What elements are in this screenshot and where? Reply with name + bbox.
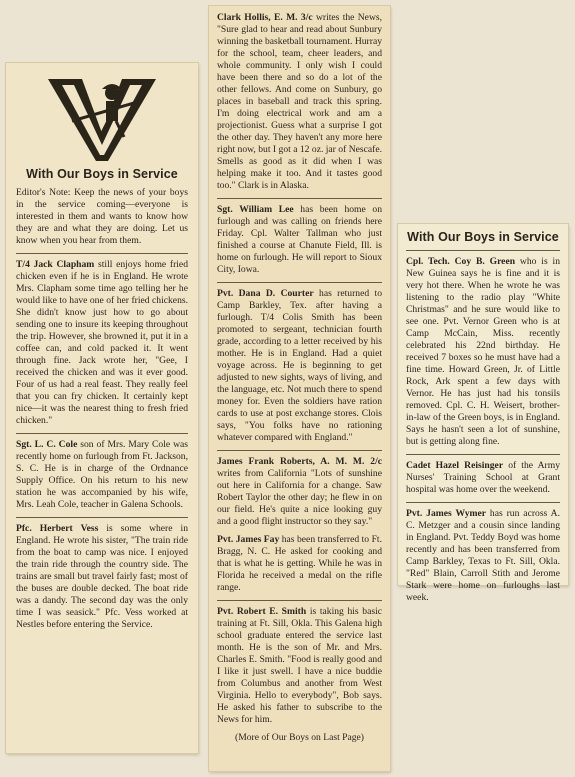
divider [217,450,382,451]
divider [217,600,382,601]
soldier-name: Sgt. William Lee [217,204,294,215]
soldier-name: Clark Hollis, E. M. 3/c [217,12,313,23]
section-heading: With Our Boys in Service [407,230,559,244]
soldier-name: James Frank Roberts, A. M. M. 2/c [217,456,382,467]
news-item: Pvt. James Wymer has run across A. C. Metzger and a cousin since landing in England. Pvt. Teddy Boyd was home recently and has been transferred from Camp Barkley, Texas to Ft. Sill, Okla. "Red" Blain, Carroll Stith and Jerome Stark were home on furloughs last week. [406,508,560,603]
soldier-name: Pvt. Robert E. Smith [217,606,307,617]
divider [406,502,560,503]
divider [406,250,560,251]
soldier-name: Cadet Hazel Reisinger [406,460,504,471]
news-item: Sgt. L. C. Cole son of Mrs. Mary Cole was recently home on furlough from Ft. Jackson, S. C. He is in charge of the Ordnance Supply Office. On his return to his new station he was accompanied by his wife, Mrs. Leah Cole, teacher in Galena Schools. [16,439,188,510]
soldier-name: Pvt. James Fay [217,534,280,545]
divider [16,253,188,254]
divider [406,454,560,455]
divider [16,517,188,518]
news-item: Pvt. Robert E. Smith is taking his basic training at Ft. Sill, Okla. This Galena high school graduate entered the service last month. He is the son of Mr. and Mrs. Charles E. Smith. "Food is really good and I like it just swell. I have a nice buddie from Columbus and another from West Virginia. Hello to everybody", Bob says. He asked his father to subscribe to the News for him. [217,606,382,725]
news-item: Pvt. Dana D. Courter has returned to Camp Barkley, Tex. after having a furlough. T/4 Colis Smith has been promoted to sergeant, technician fourth grade, according to a letter received by his mother. He is in England. Had a quiet voyage across. He is beginning to get adjusted to new sights, ways of living, and the language, etc. Not much there to spend money for. Even the soldiers have ration cards to use at post exchange stores. Clois says, "You folks have no rationing whatever compared with England." [217,288,382,443]
v-soldier-logo-icon [42,71,162,163]
news-item: Sgt. William Lee has been home on furlough and was calling on friends here Friday. Cpl. Walter Tallman who just finished a course at Chanute Field, Ill. is home on furlough. He will report to Sioux City, Iowa. [217,204,382,275]
soldier-name: Pvt. Dana D. Courter [217,288,314,299]
right-clipping [398,224,568,603]
news-item: Clark Hollis, E. M. 3/c writes the News, "Sure glad to hear and read about Sunbury winning the basketball tournament. Hurray for the school, team, cheer leaders, and whole community. I only wish I could have been there and so do a lot of the other fellows. And come on Sunbury, go places in baseball and track this spring. I'm doing electrical work and am a projectionist. Guess what a surprise I got the other day. They haven't any more here right now, but I got a 12 oz. jar of Nescafe. Smells as good as it did when I was helping make it too. And it tastes good too." Clark is in Alaska. [217,12,383,191]
news-item: James Frank Roberts, A. M. M. 2/c writes from California "Lots of sunshine out here in California for a change. Saw Robert Taylor the other day; he flew in on our field. He's quite a nice looking guy and a good flight instructor so they say." [217,456,382,527]
section-heading: With Our Boys in Service [26,167,178,181]
soldier-name: Sgt. L. C. Cole [16,439,78,450]
soldier-name: T/4 Jack Clapham [16,259,95,270]
middle-clipping [209,6,390,771]
divider [217,198,382,199]
soldier-name: Cpl. Tech. Coy B. Green [406,256,516,267]
news-item: T/4 Jack Clapham still enjoys home fried chicken even if he is in England. He wrote Mrs. Clapham some time ago telling her he would like to have one of her fried chickens. She didn't know just how to go about sending one to insure its keeping throughout the trip. However, she browned it, put it in a coffee can, and cold packed it. It went through fine. Jack wrote her, "Gee, I received the chicken and was it ever good. Four of us had a real feast. They really feel that you can fry chicken. It certainly kept nice—it was the nearest thing to fresh fried chicken." [16,259,188,426]
continued-note: (More of Our Boys on Last Page) [235,732,364,743]
divider [16,433,188,434]
soldier-name: Pfc. Herbert Vess [16,523,99,534]
divider [217,282,382,283]
left-clipping [6,63,198,753]
editors-note: Editor's Note: Keep the news of your boys in the service coming—everyone is interested in them and wants to know how they are and what they are doing. Let us know when you hear from them. [16,187,188,246]
news-item: Cpl. Tech. Coy B. Green who is in New Guinea says he is fine and it is very hot there. When he wrote he was listening to the radio play "White Christmas" and he sure would like to see one. Pvt. Vernor Green who is at Camp McCain, Miss. recently celebrated his 22nd birthday. He received 7 boxes so he must have had a fine time. Howard Green, Jr. of Little Rock, Ark spent a few days with Vernor. He has just had his tonsils removed. Cpl. C. H. Weisert, brother-in-law of the Green boys, is in England. Says he hasn't seen a lot of sunshine, but is getting along fine. [406,256,560,447]
news-item: Pvt. James Fay has been transferred to Ft. Bragg, N. C. He asked for cooking and that is what he is getting. While he was in Florida he received a medal on the rifle range. [217,534,382,593]
soldier-name: Pvt. James Wymer [406,508,487,519]
news-item: Pfc. Herbert Vess is some where in England. He wrote his sister, "The train ride from the boat to camp was nice. I enjoyed the train ride through the country side. The trains are small but travel fairly fast; most of the buses are double decked. The boat ride was a dandy. The second day was the only time I was seasick." Pfc. Vess worked at Nestles before entering the Service. [16,523,188,630]
news-item: Cadet Hazel Reisinger of the Army Nurses' Training School at Grant hospital was home over the weekend. [406,460,560,495]
